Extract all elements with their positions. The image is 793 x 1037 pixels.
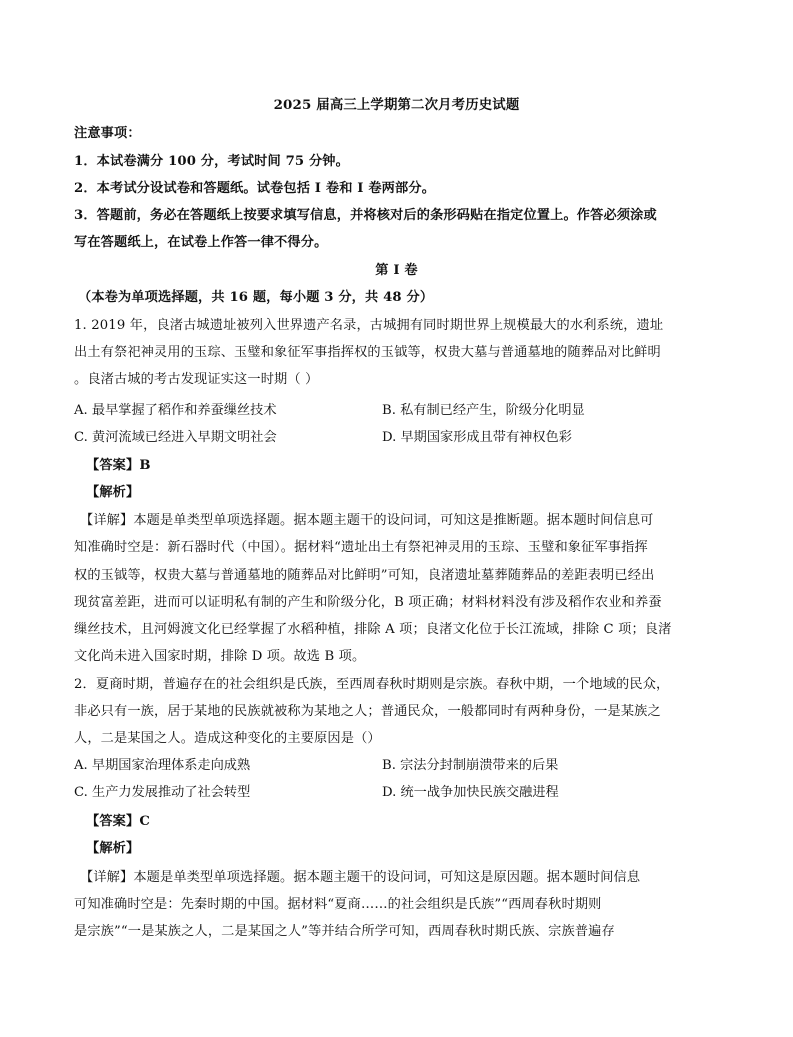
q1-stem-line: 出土有祭祀神灵用的玉琮、玉璧和象征军事指挥权的玉钺等，权贵大墓与普通墓地的随葬品对比鲜明	[74, 345, 661, 360]
q2-analysis-line: 是宗族”“一是某族之人，二是某国之人”等并结合所学可知，西周春秋时期氏族、宗族普遍存	[74, 924, 615, 939]
q2-option-b: B. 宗法分封制崩溃带来的后果	[382, 758, 559, 773]
q2-option-c: C. 生产力发展推动了社会转型	[74, 785, 251, 800]
q1-option-b: B. 私有制已经产生，阶级分化明显	[382, 403, 585, 418]
q1-analysis-line: 知准确时空是：新石器时代（中国）。据材料“遗址出土有祭祀神灵用的玉琮、玉璧和象征军事指挥	[74, 540, 648, 555]
q1-analysis-label: 【解析】	[86, 485, 140, 500]
q1-answer: 【答案】B	[86, 458, 151, 473]
q1-analysis-line: 文化尚未进入国家时期，排除 D 项。故选 B 项。	[74, 649, 366, 664]
q2-option-d: D. 统一战争加快民族交融进程	[382, 785, 559, 800]
notice-item-1: 1．本试卷满分 100 分，考试时间 75 分钟。	[74, 154, 349, 169]
q1-analysis-line: 【详解】本题是单类型单项选择题。据本题主题干的设问词，可知这是推断题。据本题时间信息可	[80, 513, 654, 528]
section-heading: 第 I 卷	[375, 263, 418, 278]
q2-stem-line: 2．夏商时期，普遍存在的社会组织是氏族，至西周春秋时期则是宗族。春秋中期，一个地域的民众，	[74, 677, 670, 692]
q2-analysis-label: 【解析】	[86, 841, 140, 856]
q1-option-a: A. 最早掌握了稻作和养蚕缫丝技术	[74, 403, 277, 418]
q2-option-a: A. 早期国家治理体系走向成熟	[74, 758, 251, 773]
q1-analysis-line: 权的玉钺等，权贵大墓与普通墓地的随葬品对比鲜明”可知，良渚遗址墓葬随葬品的差距表明已经出	[74, 568, 655, 583]
notice-item-2: 2．本考试分设试卷和答题纸。试卷包括 I 卷和 I 卷两部分。	[74, 181, 436, 196]
notice-item-3: 3．答题前，务必在答题纸上按要求填写信息，并将核对后的条形码贴在指定位置上。作答必须涂或	[74, 208, 657, 223]
exam-title: 2025 届高三上学期第二次月考历史试题	[273, 97, 520, 113]
q2-analysis-line: 【详解】本题是单类型单项选择题。据本题主题干的设问词，可知这是原因题。据本题时间信息	[80, 870, 641, 885]
notice-heading: 注意事项：	[74, 126, 141, 141]
q2-stem-line: 人，二是某国之人。造成这种变化的主要原因是（）	[74, 731, 381, 746]
q1-stem-line: 。良渚古城的考古发现证实这一时期（ ）	[74, 372, 319, 387]
q2-answer: 【答案】C	[86, 814, 150, 829]
section-description: （本卷为单项选择题，共 16 题，每小题 3 分，共 48 分）	[78, 290, 434, 305]
q1-analysis-line: 现贫富差距，进而可以证明私有制的产生和阶级分化，B 项正确；材料材料没有涉及稻作农业和养蚕	[74, 595, 662, 610]
q2-stem-line: 非必只有一族，居于某地的民族就被称为某地之人；普通民众，一般都同时有两种身份，一是某族之	[74, 704, 661, 719]
q1-stem-line: 1. 2019 年，良渚古城遗址被列入世界遗产名录，古城拥有同时期世界上规模最大的水利系统，遗址	[74, 318, 664, 333]
q1-analysis-line: 缫丝技术，且河姆渡文化已经掌握了水稻种植，排除 A 项；良渚文化位于长江流域，排除 C 项；良渚	[74, 622, 672, 637]
q1-option-c: C. 黄河流域已经进入早期文明社会	[74, 430, 277, 445]
q2-analysis-line: 可知准确时空是：先秦时期的中国。据材料“夏商……的社会组织是氏族”“西周春秋时期则	[74, 897, 602, 912]
notice-item-4: 写在答题纸上，在试卷上作答一律不得分。	[74, 235, 328, 250]
q1-option-d: D. 早期国家形成且带有神权色彩	[382, 430, 572, 445]
